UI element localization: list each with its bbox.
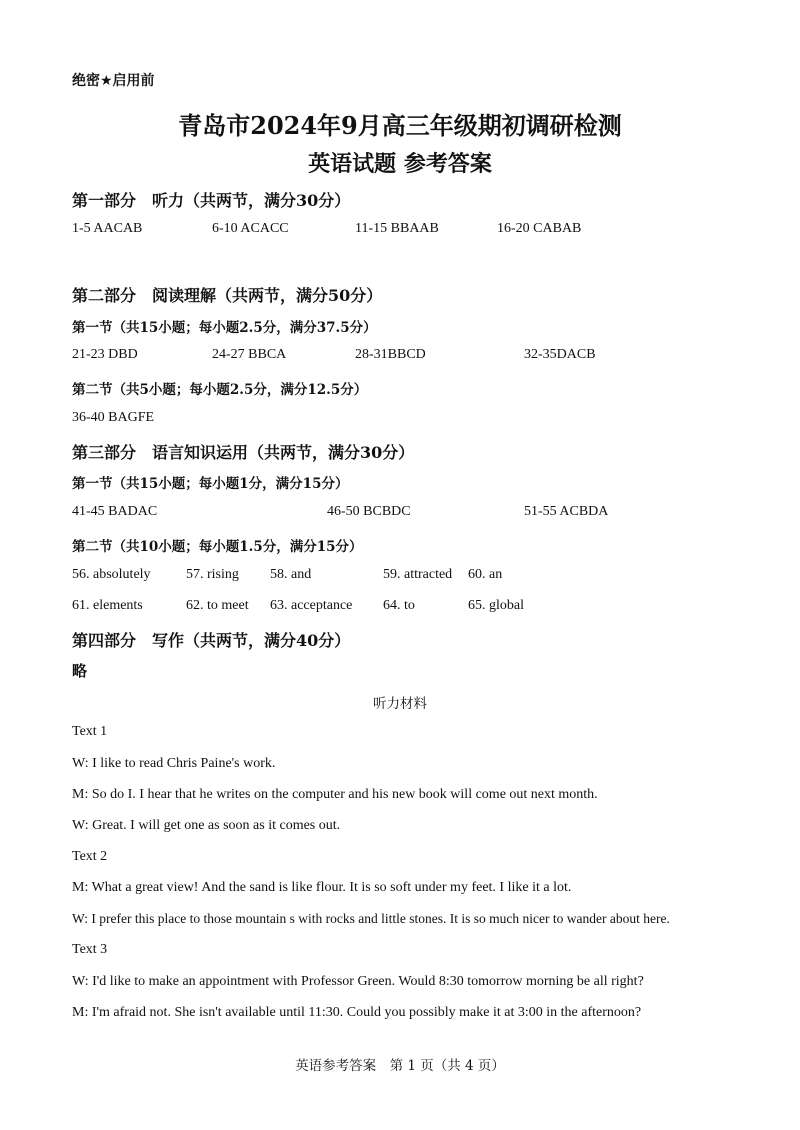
answer-item: 65. global	[468, 598, 524, 613]
dialogue-line: W: Great. I will get one as soon as it comes out.	[72, 818, 341, 833]
answer-group: 28-31BBCD	[355, 347, 426, 362]
part4-content: 略	[72, 662, 88, 680]
part2-section2-heading: 第二节（共5小题；每小题2.5分，满分12.5分）	[72, 382, 368, 398]
text-label: Text 1	[72, 724, 108, 739]
text-label: Text 3	[72, 942, 108, 957]
answer-group: 24-27 BBCA	[212, 347, 287, 362]
answer-item: 62. to meet	[186, 598, 249, 613]
answer-group: 1-5 AACAB	[72, 221, 143, 236]
listening-heading: 听力材料	[373, 696, 427, 712]
answer-item: 59. attracted	[383, 567, 453, 582]
dialogue-line: W: I'd like to make an appointment with Professor Green. Would 8:30 tomorrow morning be all right?	[72, 974, 644, 989]
dialogue-line: W: I prefer this place to those mountain s with rocks and little stones. It is so much nicer to wander about here.	[72, 911, 670, 926]
answer-item: 58. and	[270, 567, 312, 582]
part4-heading: 第四部分 写作（共两节，满分40分）	[72, 631, 351, 650]
dialogue-line: W: I like to read Chris Paine's work.	[72, 756, 276, 771]
answer-item: 63. acceptance	[270, 598, 353, 613]
part3-section1-heading: 第一节（共15小题；每小题1分，满分15分）	[72, 476, 349, 492]
answer-group: 16-20 CABAB	[497, 221, 582, 236]
page-footer: 英语参考答案 第 1 页（共 4 页）	[295, 1058, 505, 1074]
confidential-label: 绝密★启用前	[72, 73, 155, 89]
text-label: Text 2	[72, 849, 108, 864]
answer-item: 64. to	[383, 598, 415, 613]
answer-group: 21-23 DBD	[72, 347, 138, 362]
document-subtitle: 英语试题 参考答案	[308, 151, 492, 177]
part3-section2-heading: 第二节（共10小题；每小题1.5分，满分15分）	[72, 539, 363, 555]
answer-item: 57. rising	[186, 567, 239, 582]
answer-item: 61. elements	[72, 598, 143, 613]
dialogue-line: M: I'm afraid not. She isn't available until 11:30. Could you possibly make it at 3:00 in the afternoon?	[72, 1005, 642, 1020]
dialogue-line: M: So do I. I hear that he writes on the computer and his new book will come out next month.	[72, 787, 598, 802]
answer-group: 46-50 BCBDC	[327, 504, 411, 519]
part3-heading: 第三部分 语言知识运用（共两节，满分30分）	[72, 443, 415, 462]
answer-group: 51-55 ACBDA	[524, 504, 609, 519]
document-title: 青岛市2024年9月高三年级期初调研检测	[178, 111, 622, 140]
answer-item: 60. an	[468, 567, 503, 582]
part2-section1-heading: 第一节（共15小题；每小题2.5分，满分37.5分）	[72, 320, 377, 336]
answer-group: 32-35DACB	[524, 347, 596, 362]
answer-group: 41-45 BADAC	[72, 504, 158, 519]
answer-group: 11-15 BBAAB	[355, 221, 439, 236]
answer-group: 36-40 BAGFE	[72, 410, 155, 425]
answer-group: 6-10 ACACC	[212, 221, 289, 236]
dialogue-line: M: What a great view! And the sand is like flour. It is so soft under my feet. I like it a lot.	[72, 880, 572, 895]
part2-heading: 第二部分 阅读理解（共两节，满分50分）	[72, 286, 383, 305]
part1-heading: 第一部分 听力（共两节，满分30分）	[72, 191, 351, 210]
answer-item: 56. absolutely	[72, 567, 151, 582]
